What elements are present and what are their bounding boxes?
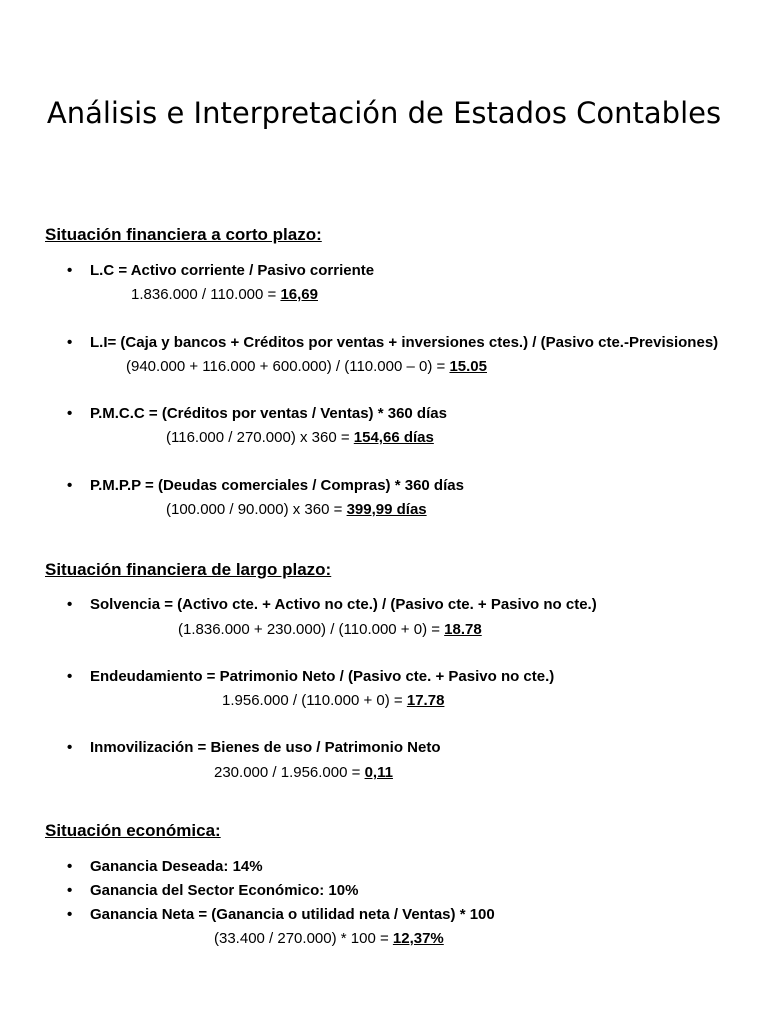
bullet-icon: •	[67, 668, 73, 685]
calculation-line	[178, 620, 482, 640]
section-heading-short-term: Situación financiera a corto plazo:	[45, 225, 322, 244]
list-item-inmovilizacion	[67, 738, 441, 758]
list-item-ganancia-neta	[67, 905, 495, 925]
calculation-line	[126, 357, 487, 377]
bullet-icon: •	[67, 262, 73, 279]
bullet-icon: •	[67, 739, 73, 756]
formula-text: Inmovilización = Bienes de uso / Patrimonio Neto	[90, 739, 441, 756]
calculation-text: (940.000 + 116.000 + 600.000) / (110.000 – 0) =	[126, 358, 450, 375]
calculation-text: 1.956.000 / (110.000 + 0) =	[222, 692, 407, 709]
result-value: 17.78	[406, 692, 445, 709]
list-item-li	[67, 333, 719, 353]
result-value: 0,11	[364, 764, 393, 781]
list-item-solvencia	[67, 595, 597, 615]
document-title: Análisis e Interpretación de Estados Contables	[46, 96, 722, 130]
result-value: 399,99 días	[346, 501, 427, 518]
section-heading-economic: Situación económica:	[45, 821, 221, 840]
calculation-line	[214, 929, 444, 949]
calculation-text: 1.836.000 / 110.000 =	[131, 286, 281, 303]
bullet-icon: •	[67, 906, 73, 923]
calculation-text: (33.400 / 270.000) * 100 =	[214, 930, 393, 947]
calculation-line	[222, 691, 444, 711]
list-item-ganancia-deseada	[67, 857, 263, 877]
list-item-pmpp	[67, 476, 464, 496]
bullet-icon: •	[67, 334, 73, 351]
calculation-line	[166, 428, 434, 448]
calculation-line	[166, 500, 427, 520]
formula-text: L.C = Activo corriente / Pasivo corriente	[90, 262, 375, 279]
list-item-endeudamiento	[67, 667, 555, 687]
formula-text: Ganancia Neta = (Ganancia o utilidad neta / Ventas) * 100	[90, 906, 495, 923]
bullet-icon: •	[67, 405, 73, 422]
result-value: 18.78	[444, 621, 482, 638]
calculation-text: (116.000 / 270.000) x 360 =	[166, 429, 354, 446]
section-heading-long-term: Situación financiera de largo plazo:	[45, 560, 332, 579]
list-item-lc	[67, 261, 375, 281]
bullet-icon: •	[67, 477, 73, 494]
calculation-line	[214, 763, 393, 783]
list-item-pmcc	[67, 404, 447, 424]
list-item-ganancia-sector	[67, 881, 359, 901]
formula-text: Endeudamiento = Patrimonio Neto / (Pasivo cte. + Pasivo no cte.)	[90, 668, 555, 685]
calculation-text: 230.000 / 1.956.000 =	[214, 764, 365, 781]
formula-text: L.I= (Caja y bancos + Créditos por ventas + inversiones ctes.) / (Pasivo cte.-Previsiones)	[90, 334, 719, 351]
result-value: 15.05	[449, 358, 487, 375]
calculation-text: (100.000 / 90.000) x 360 =	[166, 501, 347, 518]
formula-text: Ganancia Deseada: 14%	[90, 858, 263, 875]
bullet-icon: •	[67, 596, 73, 613]
bullet-icon: •	[67, 882, 73, 899]
formula-text: P.M.P.P = (Deudas comerciales / Compras) * 360 días	[90, 477, 464, 494]
result-value: 154,66 días	[353, 429, 434, 446]
formula-text: P.M.C.C = (Créditos por ventas / Ventas) * 360 días	[90, 405, 447, 422]
calculation-line	[131, 285, 318, 305]
formula-text: Solvencia = (Activo cte. + Activo no cte.) / (Pasivo cte. + Pasivo no cte.)	[90, 596, 597, 613]
formula-text: Ganancia del Sector Económico: 10%	[90, 882, 359, 899]
result-value: 16,69	[280, 286, 318, 303]
calculation-text: (1.836.000 + 230.000) / (110.000 + 0) =	[178, 621, 445, 638]
result-value: 12,37%	[392, 930, 444, 947]
bullet-icon: •	[67, 858, 73, 875]
